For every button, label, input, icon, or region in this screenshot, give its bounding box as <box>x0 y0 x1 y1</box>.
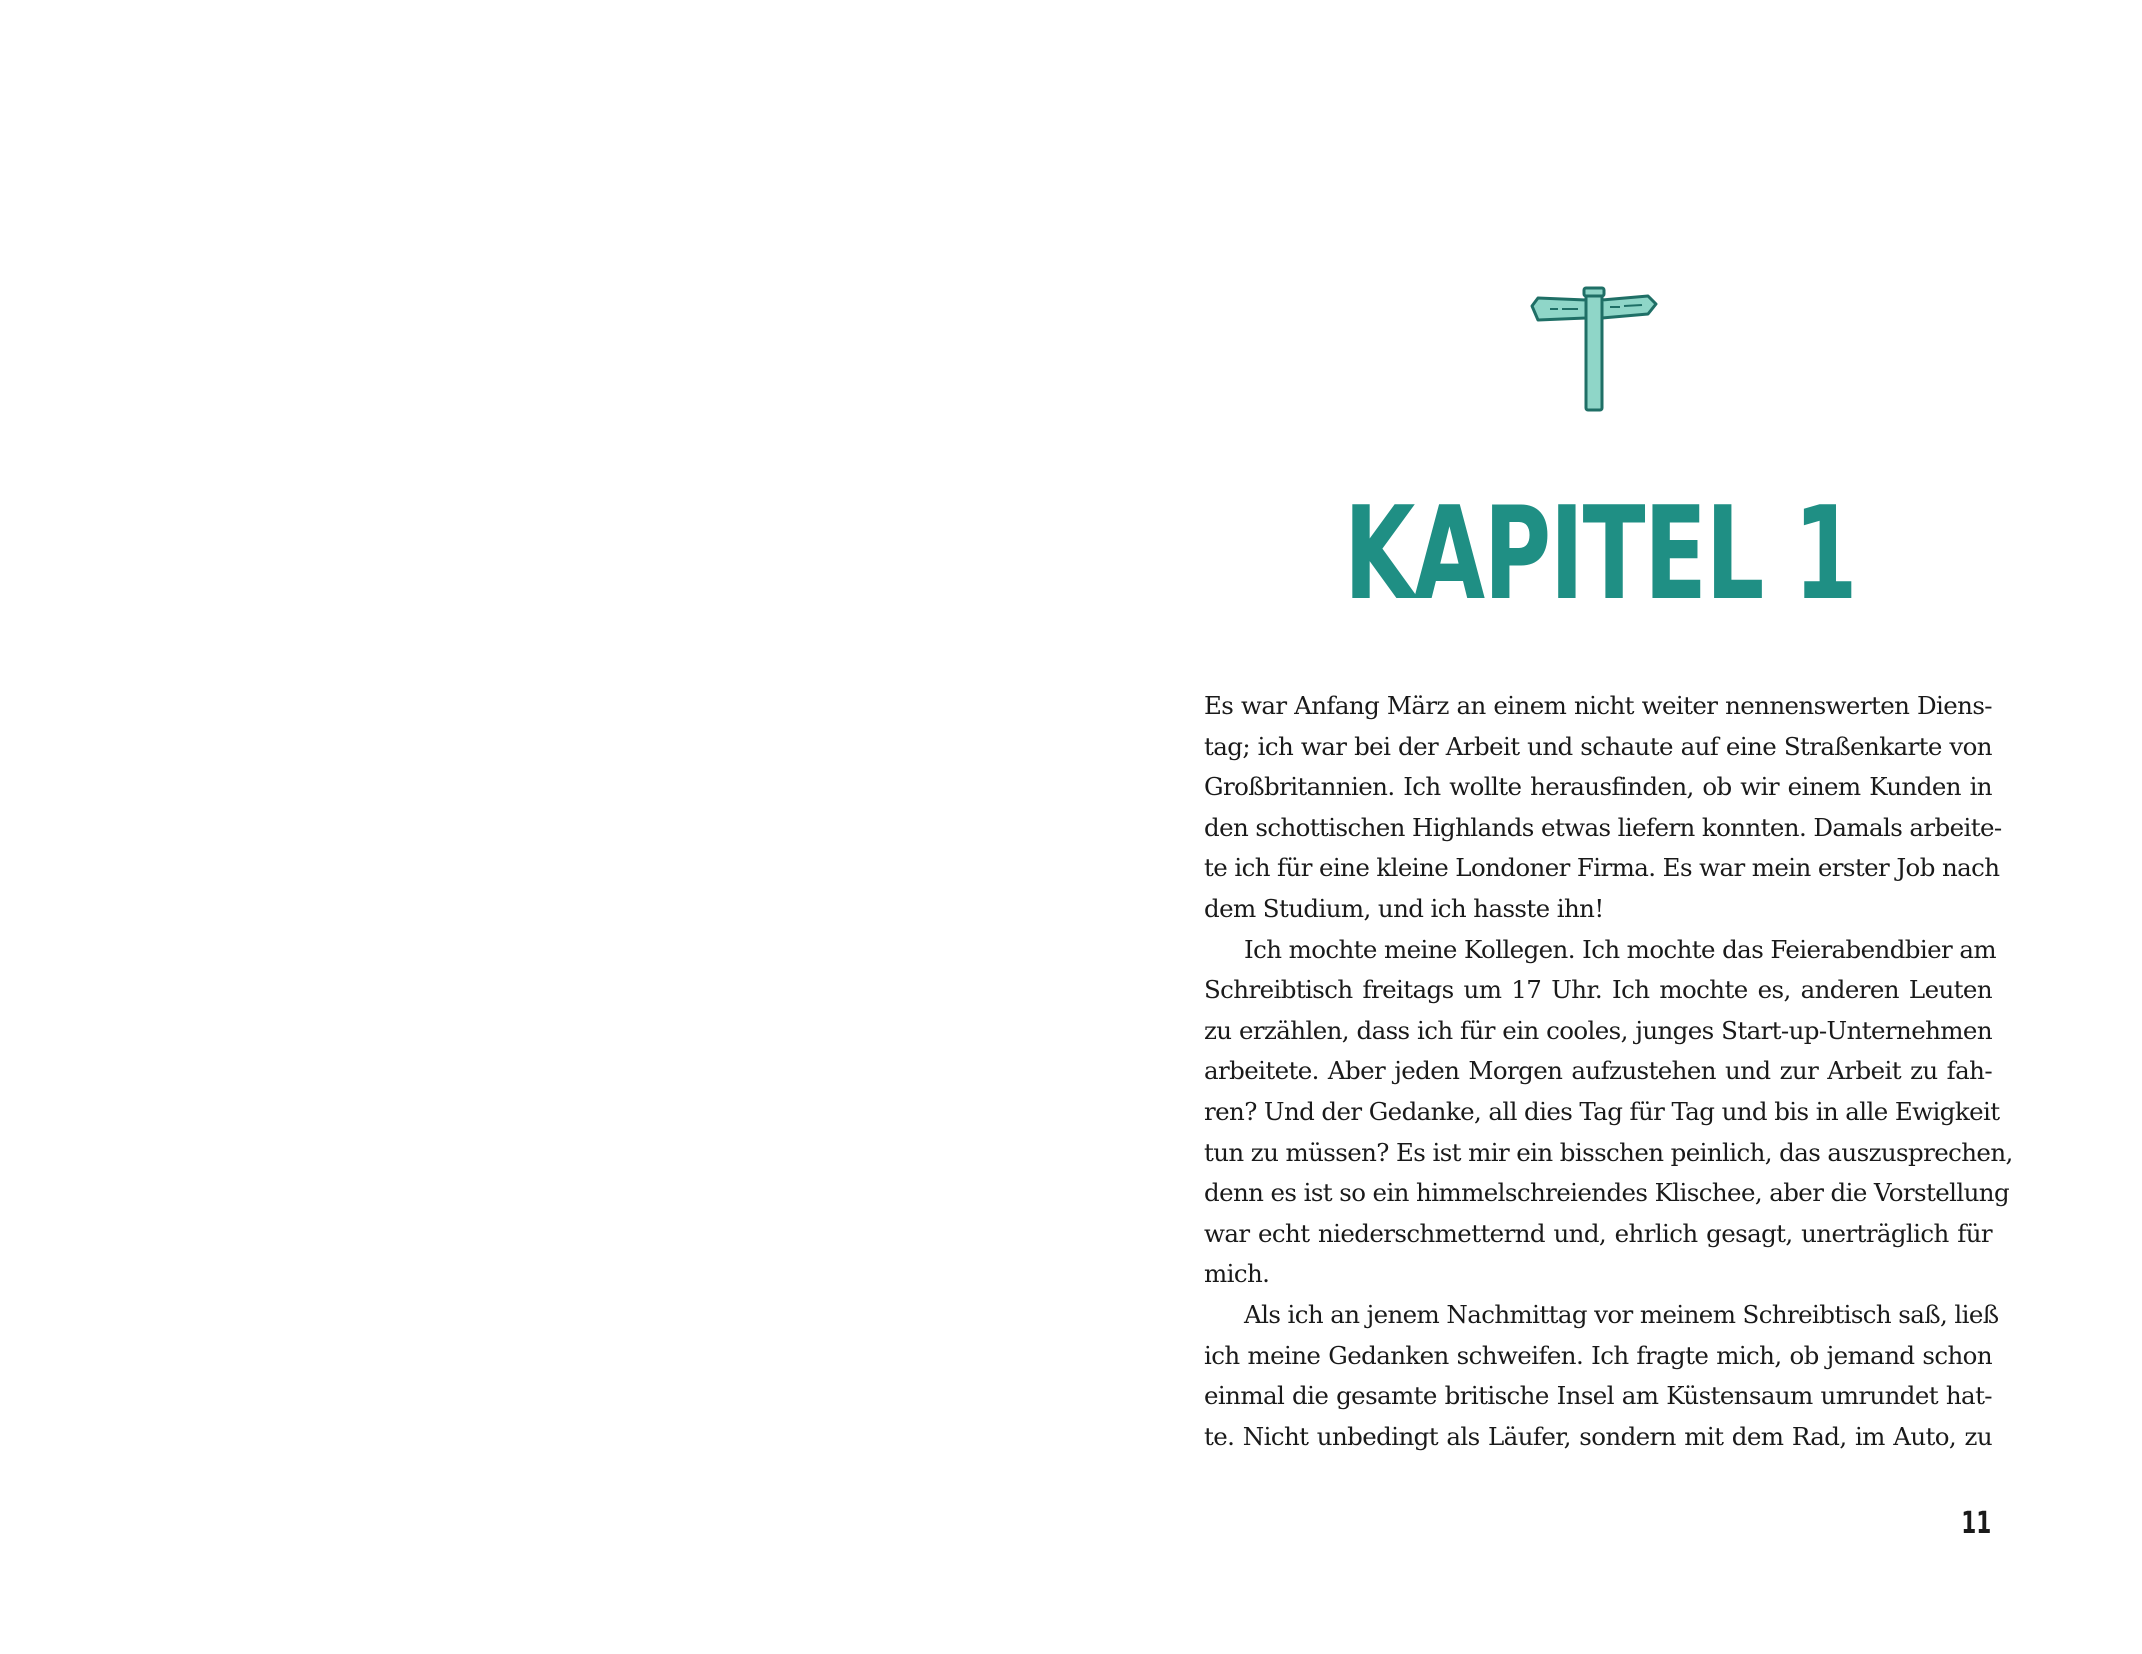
signpost-icon <box>1528 284 1660 412</box>
page-number: 11 <box>1961 1506 1992 1541</box>
text-line: Als ich an jenem Nachmittag vor meinem Schreibtisch saß, ließ <box>1244 1299 1999 1329</box>
text-line: te ich für eine kleine Londoner Firma. Es war mein erster Job nach <box>1204 853 2000 883</box>
chapter-title: KAPITEL 1 <box>1343 480 1857 629</box>
text-line: arbeitete. Aber jeden Morgen aufzustehen und zur Arbeit zu fah- <box>1204 1056 1992 1086</box>
text-line: Es war Anfang März an einem nicht weiter nennenswerten Diens- <box>1204 691 1992 720</box>
text-line: den schottischen Highlands etwas liefern konnten. Damals arbeite- <box>1204 812 2002 842</box>
text-line: ren? Und der Gedanke, all dies Tag für Tag und bis in alle Ewigkeit <box>1204 1096 2000 1126</box>
text-line: tag; ich war bei der Arbeit und schaute auf eine Straßenkarte von <box>1204 731 1992 761</box>
text-line: Großbritannien. Ich wollte herausfinden, ob wir einem Kunden in <box>1204 772 1992 802</box>
text-line: war echt niederschmetternd und, ehrlich gesagt, unerträglich für <box>1204 1218 1992 1248</box>
body-text <box>1204 686 2013 1457</box>
text-line: mich. <box>1204 1259 1270 1289</box>
text-line: tun zu müssen? Es ist mir ein bisschen peinlich, das auszusprechen, <box>1204 1137 2013 1167</box>
text-line: Schreibtisch freitags um 17 Uhr. Ich mochte es, anderen Leuten <box>1204 975 1992 1005</box>
text-line: ich meine Gedanken schweifen. Ich fragte mich, ob jemand schon <box>1204 1340 1992 1370</box>
text-line: zu erzählen, dass ich für ein cooles, junges Start-up-Unternehmen <box>1204 1015 1992 1045</box>
text-line: denn es ist so ein himmelschreiendes Klischee, aber die Vorstellung <box>1204 1178 2010 1208</box>
text-line: einmal die gesamte britische Insel am Küstensaum umrundet hat- <box>1204 1381 1992 1411</box>
text-line: dem Studium, und ich hasste ihn! <box>1204 893 1604 923</box>
text-line: Ich mochte meine Kollegen. Ich mochte das Feierabendbier am <box>1244 934 1996 964</box>
text-line: te. Nicht unbedingt als Läufer, sondern mit dem Rad, im Auto, zu <box>1204 1421 1992 1451</box>
